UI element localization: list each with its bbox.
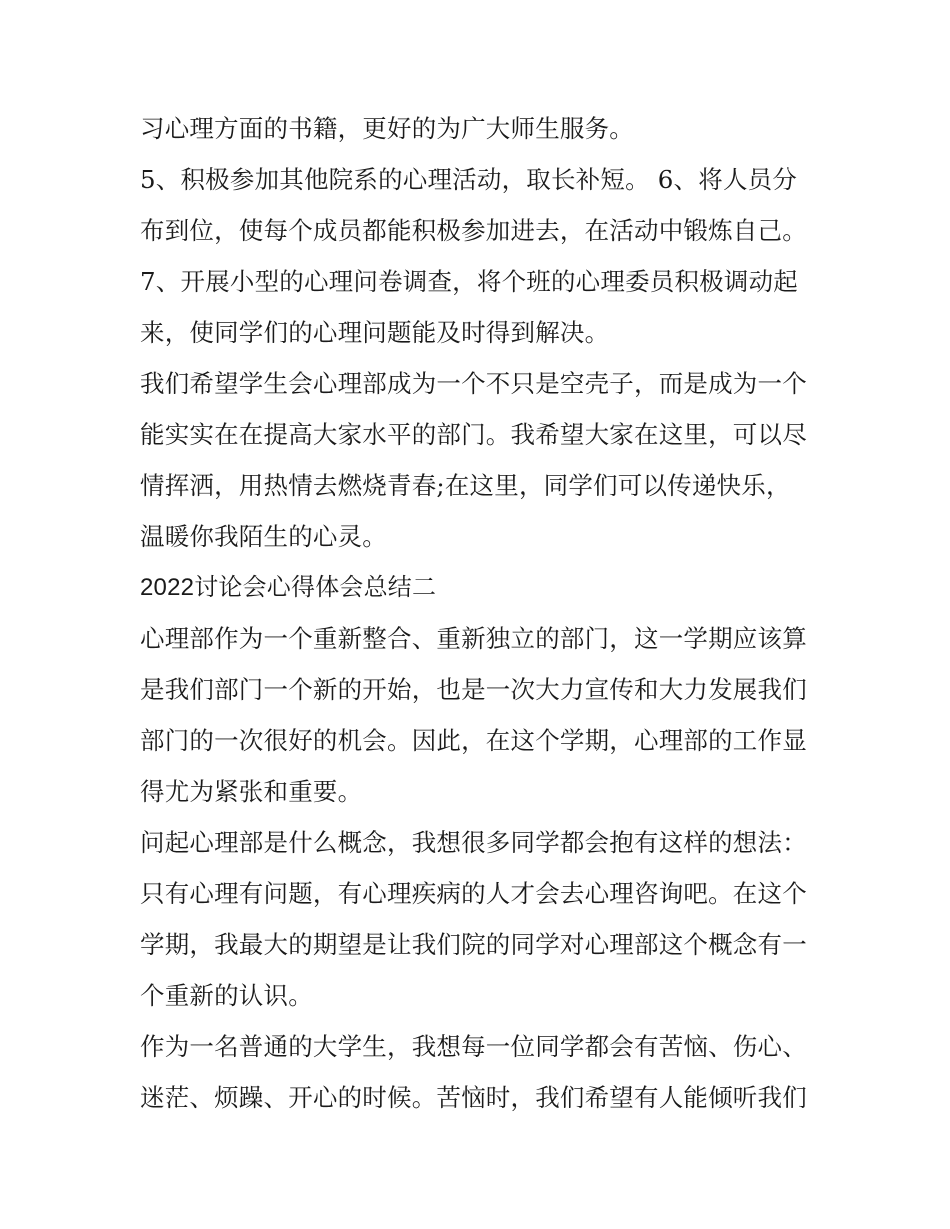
section-heading: 2022讨论会心得体会总结二 (140, 574, 437, 601)
text-line: 来，使同学们的心理问题能及时得到解决。 (140, 318, 610, 347)
text-line: 温暖你我陌生的心灵。 (140, 522, 387, 551)
text-line: 只有心理有问题，有心理疾病的人才会去心理咨询吧。在这个 (140, 879, 807, 908)
text-line: 个重新的认识。 (140, 981, 313, 1010)
text-line: 学期，我最大的期望是让我们院的同学对心理部这个概念有一 (140, 930, 807, 959)
text-line: 布到位，使每个成员都能积极参加进去，在活动中锻炼自己。 (140, 216, 807, 245)
document-body (140, 103, 830, 1123)
text-line: 心理部作为一个重新整合、重新独立的部门，这一学期应该算 (140, 624, 807, 653)
text-line: 能实实在在提高大家水平的部门。我希望大家在这里，可以尽 (140, 420, 807, 449)
text-line: 作为一名普通的大学生，我想每一位同学都会有苦恼、伤心、 (140, 1032, 807, 1061)
text-line: 我们希望学生会心理部成为一个不只是空壳子，而是成为一个 (140, 369, 807, 398)
text-line: 问起心理部是什么概念，我想很多同学都会抱有这样的想法： (140, 828, 807, 857)
text-line: 情挥洒，用热情去燃烧青春;在这里，同学们可以传递快乐， (140, 471, 791, 500)
text-line: 迷茫、烦躁、开心的时候。苦恼时，我们希望有人能倾听我们 (140, 1083, 807, 1112)
text-line: 习心理方面的书籍，更好的为广大师生服务。 (140, 114, 634, 143)
text-line: 5、积极参加其他院系的心理活动，取长补短。 6、将人员分 (140, 165, 798, 194)
text-line: 得尤为紧张和重要。 (140, 777, 363, 806)
text-line: 部门的一次很好的机会。因此，在这个学期，心理部的工作显 (140, 726, 807, 755)
text-line: 7、开展小型的心理问卷调查，将个班的心理委员积极调动起 (140, 267, 798, 296)
text-line: 是我们部门一个新的开始，也是一次大力宣传和大力发展我们 (140, 675, 807, 704)
